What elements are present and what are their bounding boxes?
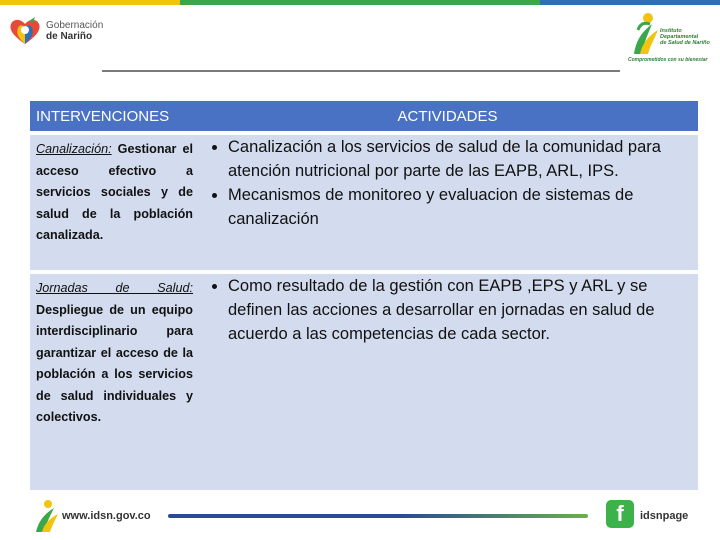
top-color-bar: [0, 0, 720, 5]
idsn-small-logo-icon: [32, 498, 62, 534]
footer-divider: [168, 514, 588, 518]
activities-cell: [197, 135, 698, 270]
activity-item: • Mecanismos de monitoreo y evaluacion de sistemas de canalización: [228, 183, 692, 231]
org-line-1: Gobernación: [46, 20, 104, 31]
activity-item: • Como resultado de la gestión con EAPB ,EPS y ARL y se definen las acciones a desarrollar en jornadas en salud de acuerdo a las competencias de cada sector.: [228, 274, 692, 346]
institute-line-3: de Salud de Nariño: [660, 40, 710, 46]
intervention-title: Canalización:: [36, 142, 112, 156]
intervention-title: Jornadas de Salud:: [36, 281, 193, 295]
intervention-text: Gestionar el acceso efectivo a servicios sociales y de salud de la población canalizada.: [36, 142, 193, 242]
social-handle[interactable]: idsnpage: [640, 510, 689, 522]
heart-logo-icon: [8, 16, 42, 46]
idsn-logo: [626, 10, 714, 63]
website-link[interactable]: www.idsn.gov.co: [62, 510, 151, 522]
intervention-cell: [30, 274, 199, 490]
gobernacion-logo: [8, 16, 103, 46]
institute-name: [660, 28, 710, 46]
header-divider: [102, 70, 620, 72]
header-interventions: INTERVENCIONES: [30, 101, 199, 131]
activities-cell: [197, 274, 698, 490]
institute-line-1: Instituto: [660, 28, 682, 34]
activity-item: • Canalización a los servicios de salud de la comunidad para atención nutricional por parte de las EAPB, ARL, IPS.: [228, 135, 692, 183]
header-activities: ACTIVIDADES: [197, 101, 698, 131]
institute-line-2: Departamental: [660, 34, 699, 40]
org-line-2: de Nariño: [46, 31, 93, 42]
intervention-cell: [30, 135, 199, 270]
footer: [0, 492, 720, 540]
gobernacion-name: [46, 20, 103, 42]
institute-tagline: Comprometidos con su bienestar: [628, 57, 708, 63]
facebook-icon[interactable]: f: [606, 500, 634, 528]
intervention-text: Despliegue de un equipo interdisciplinario para garantizar el acceso de la población a los servicios de salud individuales y colectivos.: [36, 302, 193, 424]
